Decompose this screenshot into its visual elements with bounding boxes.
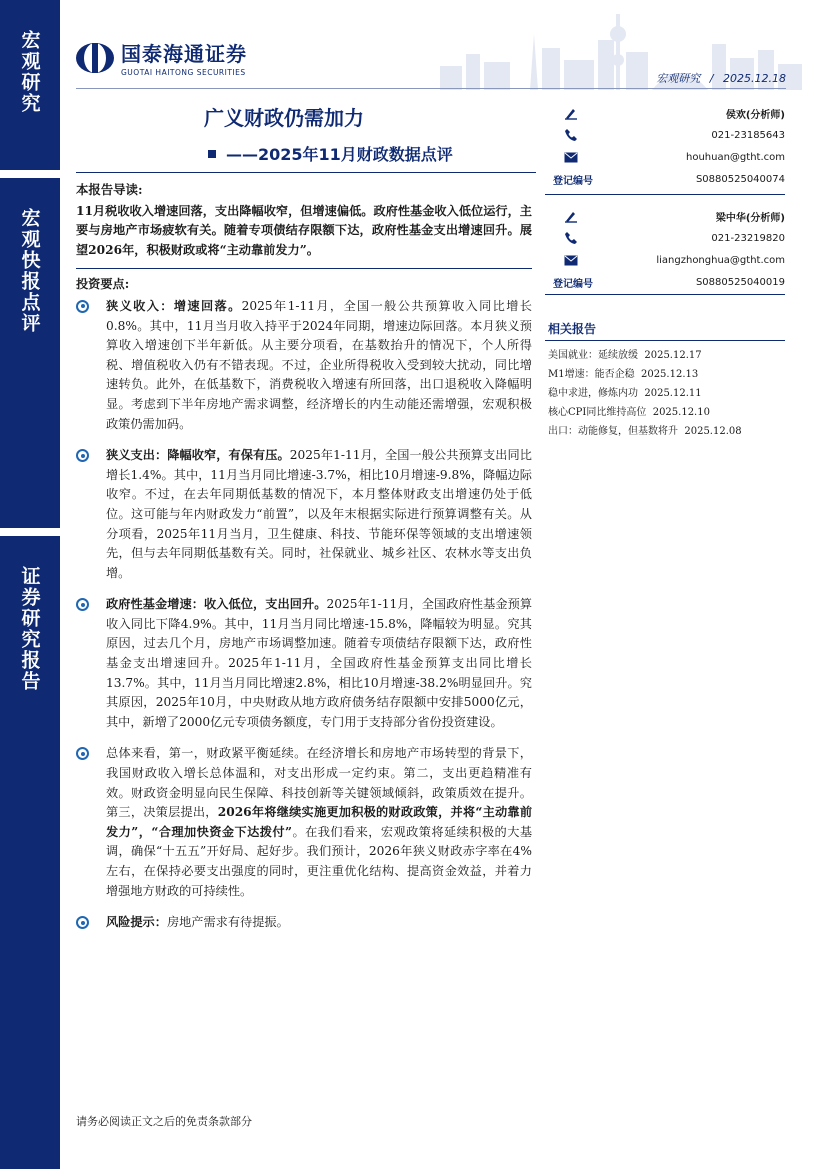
bullet-icon <box>76 747 89 760</box>
related-item[interactable]: M1增速：能否企稳 2025.12.13 <box>548 369 699 380</box>
point-intro: 总体来看，第一，财政紧平衡延续。在经济增长和房地产市场转型的背景下，我国财政收入增长总体温和，对支出形成一定约束。第二，支出更趋精准有效。财政资金明显向民生保障、科技创新等关键领域倾斜，政策质效在提升。第三，决策层提出， <box>106 746 532 820</box>
logo-icon <box>75 42 115 74</box>
point-body: 2025年1-11月，全国一般公共预算收入同比增长0.8%。其中，11月当月收入持平于2024年同期，增速边际回落。本月狭义预算收入增速创下半年新低。从主要分项看，在基数抬升的情况下，个人所得税、增值税收入仍有不错表现。不过，企业所得税收入受到较大扰动，同比增速转负。此外，在低基数下，消费税收入增速有所回落，出口退税收入降幅明显。考虑到下半年房地产需求调整，经济增长的内生动能还需增强，宏观积极政策仍需加码。 <box>106 298 532 431</box>
analyst-reg-label: 登记编号 <box>553 278 593 290</box>
point-summary <box>76 744 532 901</box>
header-meta <box>656 70 786 86</box>
analyst-phone: 021-23185643 <box>711 129 785 141</box>
related-divider <box>545 340 785 341</box>
related-title: 相关报告 <box>548 322 597 336</box>
point-title: 狭义支出：降幅收窄，有保有压。 <box>106 448 290 463</box>
point-revenue <box>76 297 532 434</box>
header-separator: / <box>709 72 714 85</box>
subtitle-square-icon <box>208 150 216 158</box>
lead-divider <box>76 268 532 269</box>
analyst-phone: 021-23219820 <box>711 232 785 244</box>
point-fund <box>76 595 532 732</box>
logo-en: GUOTAI HAITONG SECURITIES <box>121 68 246 77</box>
analyst-email[interactable]: houhuan@gtht.com <box>686 151 785 163</box>
analyst-card <box>545 100 785 194</box>
header-divider <box>76 88 786 89</box>
analyst-name: 梁中华(分析师) <box>715 212 785 224</box>
point-title: 风险提示： <box>106 915 167 930</box>
related-item[interactable]: 稳中求进，修炼内功 2025.12.11 <box>548 388 702 399</box>
lead-text: 11月税收收入增速回落，支出降幅收窄，但增速偏低。政府性基金收入低位运行，主要与房地产市场疲软有关。随着专项债结存限额下达，政府性基金支出增速回升。展望2026年，积极财政或将“主动靠前发力”。 <box>76 203 532 257</box>
company-logo <box>75 38 247 77</box>
analyst-card <box>545 203 785 297</box>
analyst-reg-label: 登记编号 <box>553 175 593 187</box>
related-item[interactable]: 核心CPI同比维持高位 2025.12.10 <box>548 407 710 418</box>
subtitle-text: ——2025年11月财政数据点评 <box>226 145 453 164</box>
analyst-reg-number: S0880525040074 <box>695 173 785 185</box>
analyst-bottom-divider <box>545 294 785 295</box>
side-tag-type: 宏观快报点评 <box>0 178 60 528</box>
email-icon <box>563 152 579 163</box>
side-band <box>0 0 60 1169</box>
analyst-email[interactable]: liangzhonghua@gtht.com <box>656 254 785 266</box>
point-highlight: 2026年将继续实施更加积极的财政政策，并将“主动靠前发力”，“合理加快资金下达拨付” <box>106 805 533 839</box>
point-body: 2025年1-11月，全国政府性基金预算收入同比下降4.9%。其中，11月当月同比增速-15.8%，降幅较为明显。究其原因，过去几个月，房地产市场调整加速。随着专项债结存限额下达，政府性基金支出增速回升。2025年1-11月，全国政府性基金预算支出同比增长13.7%。其中，11月当月同比增速2.8%，相比10月增速-38.2%明显回升。究其原因，2025年10月，中央财政从地方政府债务结存限额中安排5000亿元，其中，新增了2000亿元专项债务额度，专门用于支持部分省份投资建设。 <box>106 597 533 729</box>
point-risk <box>76 913 532 933</box>
phone-icon <box>563 128 579 142</box>
point-expenditure <box>76 446 532 583</box>
pen-icon <box>563 106 579 120</box>
side-tag-category: 宏观研究 <box>0 0 60 170</box>
bullet-icon <box>76 916 89 929</box>
point-body: 房地产需求有待提振。 <box>166 915 289 930</box>
related-item[interactable]: 美国就业：延续放缓 2025.12.17 <box>548 350 702 361</box>
header-category: 宏观研究 <box>656 72 701 85</box>
bullet-icon <box>76 449 89 462</box>
side-tag-report: 证券研究报告 <box>0 536 60 1169</box>
bullet-icon <box>76 598 89 611</box>
analyst-reg-number: S0880525040019 <box>695 276 785 288</box>
point-body: 。在我们看来，宏观政策将延续积极的大基调，确保“十五五”开好局、起好步。我们预计，2026年狭义财政赤字率在4%左右，在保持必要支出强度的同时，更注重优化结构、提高资金效益，并着力增强地方财政的可持续性。 <box>106 824 533 898</box>
phone-icon <box>563 231 579 245</box>
pen-icon <box>563 209 579 223</box>
logo-cn: 国泰海通证券 <box>121 42 247 66</box>
header-date: 2025.12.18 <box>723 72 786 85</box>
report-subtitle <box>208 142 453 165</box>
main-content <box>76 180 532 945</box>
related-item[interactable]: 出口：动能修复，但基数将升 2025.12.08 <box>548 426 742 437</box>
points-heading: 投资要点: <box>76 277 130 292</box>
report-title: 广义财政仍需加力 <box>204 106 364 130</box>
analyst-divider <box>545 194 785 195</box>
email-icon <box>563 255 579 266</box>
disclaimer-footer: 请务必阅读正文之后的免责条款部分 <box>76 1115 252 1128</box>
analyst-name: 侯欢(分析师) <box>725 109 785 121</box>
lead-heading: 本报告导读: <box>76 182 143 197</box>
point-title: 政府性基金增速：收入低位，支出回升。 <box>106 597 327 612</box>
bullet-icon <box>76 300 89 313</box>
analyst-panel <box>545 100 785 297</box>
point-body: 2025年1-11月，全国一般公共预算支出同比增长1.4%。其中，11月当月同比增速-3.7%，相比10月增速-9.8%，降幅边际收窄。不过，在去年同期低基数的情况下，本月整体财政支出增速仍处于低位。这可能与年内财政发力“前置”，以及年末根据实际进行预算调整有关。从分项看，2025年11月当月，卫生健康、科技、节能环保等领域的支出增速领先，但与去年同期低基数有关。同时，社保就业、城乡社区、农林水等支出负增。 <box>106 448 532 580</box>
point-title: 狭义收入：增速回落。 <box>106 298 242 313</box>
related-list <box>548 346 788 441</box>
title-divider <box>76 172 536 173</box>
